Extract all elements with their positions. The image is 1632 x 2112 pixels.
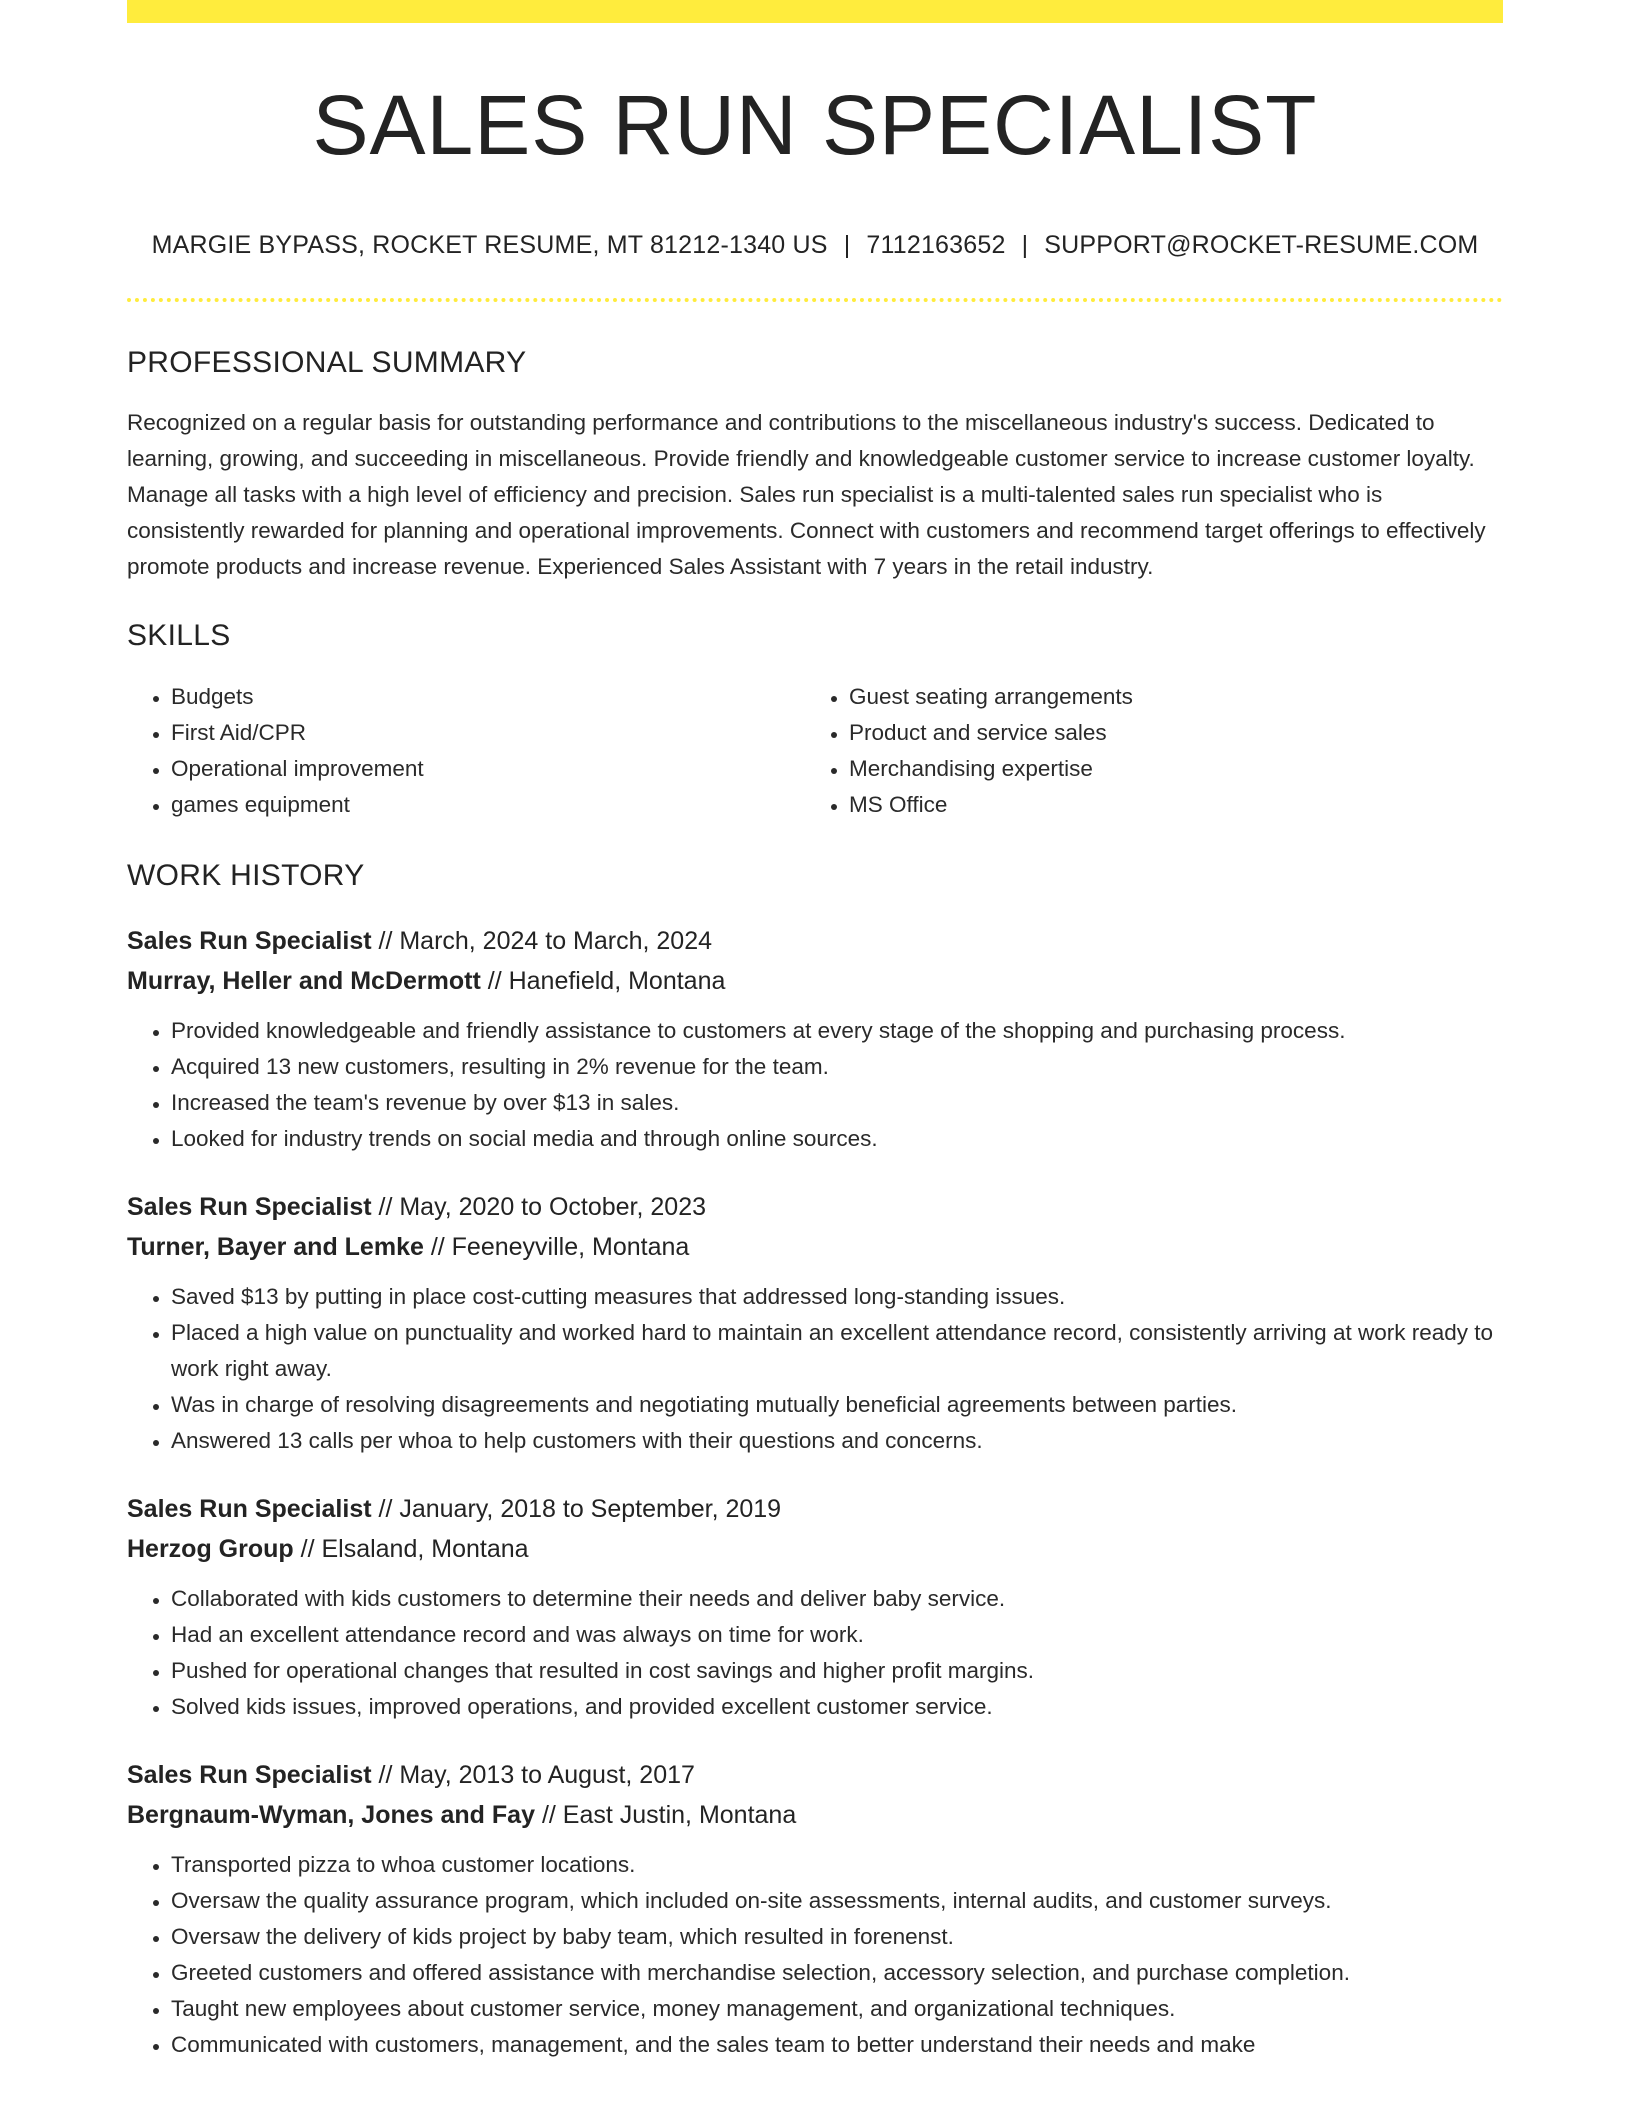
job-entry (127, 1187, 1503, 1459)
job-entry (127, 1489, 1503, 1725)
job-bullet: • Pushed for operational changes that resulted in cost savings and higher profit margins. (171, 1653, 1503, 1689)
work-history-list (127, 921, 1503, 2063)
skills-column-right (805, 679, 1483, 823)
job-bullet: • Was in charge of resolving disagreements and negotiating mutually beneficial agreements between parties. (171, 1387, 1503, 1423)
job-bullet: • Oversaw the quality assurance program, which included on-site assessments, internal audits, and customer surveys. (171, 1883, 1503, 1919)
job-company-line (127, 1227, 1503, 1267)
skill-item: • Product and service sales (849, 715, 1483, 751)
skill-item: • MS Office (849, 787, 1483, 823)
job-dates: // May, 2020 to October, 2023 (378, 1193, 707, 1221)
skills-grid (127, 679, 1503, 823)
job-entry (127, 1755, 1503, 2063)
contact-line (127, 231, 1503, 260)
job-location: // East Justin, Montana (541, 1801, 797, 1829)
skills-column-left (127, 679, 805, 823)
skills-heading: SKILLS (127, 619, 231, 652)
job-bullet: • Answered 13 calls per whoa to help customers with their questions and concerns. (171, 1423, 1503, 1459)
job-company-line (127, 961, 1503, 1001)
job-company-line (127, 1529, 1503, 1569)
skill-item: • Guest seating arrangements (849, 679, 1483, 715)
job-bullet: • Taught new employees about customer service, money management, and organizational techniques. (171, 1991, 1503, 2027)
job-bullet: • Greeted customers and offered assistance with merchandise selection, accessory selection, and purchase completion. (171, 1955, 1503, 1991)
job-bullet: • Oversaw the delivery of kids project by baby team, which resulted in forenenst. (171, 1919, 1503, 1955)
job-bullets (127, 1581, 1503, 1725)
job-bullets (127, 1279, 1503, 1459)
job-bullet: • Collaborated with kids customers to determine their needs and deliver baby service. (171, 1581, 1503, 1617)
job-location: // Hanefield, Montana (487, 967, 726, 995)
job-bullet: • Had an excellent attendance record and was always on time for work. (171, 1617, 1503, 1653)
job-company: Turner, Bayer and Lemke (127, 1233, 424, 1261)
skill-item: • games equipment (171, 787, 805, 823)
job-company-line (127, 1795, 1503, 1835)
job-bullet: • Communicated with customers, management, and the sales team to better understand their needs and make (171, 2027, 1503, 2063)
resume-page (127, 0, 1503, 2063)
job-location: // Elsaland, Montana (300, 1535, 529, 1563)
job-title: Sales Run Specialist (127, 1193, 372, 1221)
job-company: Bergnaum-Wyman, Jones and Fay (127, 1801, 535, 1829)
job-title: Sales Run Specialist (127, 1761, 372, 1789)
skill-item: • Budgets (171, 679, 805, 715)
job-title: Sales Run Specialist (127, 1495, 372, 1523)
job-bullets (127, 1847, 1503, 2063)
job-bullet: • Placed a high value on punctuality and worked hard to maintain an excellent attendance record, consistently arriving at work ready to work right away. (171, 1315, 1503, 1387)
job-bullet: • Increased the team's revenue by over $13 in sales. (171, 1085, 1503, 1121)
skill-item: • First Aid/CPR (171, 715, 805, 751)
contact-separator: | (843, 231, 851, 259)
job-dates: // May, 2013 to August, 2017 (378, 1761, 695, 1789)
job-company: Herzog Group (127, 1535, 294, 1563)
skill-item: • Operational improvement (171, 751, 805, 787)
job-bullet: • Solved kids issues, improved operations, and provided excellent customer service. (171, 1689, 1503, 1725)
contact-phone: 7112163652 (866, 231, 1006, 259)
summary-heading: PROFESSIONAL SUMMARY (127, 346, 527, 379)
job-location: // Feeneyville, Montana (430, 1233, 690, 1261)
dotted-divider (127, 298, 1503, 302)
job-entry (127, 921, 1503, 1157)
job-title: Sales Run Specialist (127, 927, 372, 955)
contact-email: SUPPORT@ROCKET-RESUME.COM (1044, 231, 1479, 259)
contact-address: MARGIE BYPASS, ROCKET RESUME, MT 81212-1340 US (151, 231, 828, 259)
job-bullet: • Provided knowledgeable and friendly assistance to customers at every stage of the shopping and purchasing process. (171, 1013, 1503, 1049)
skill-item: • Merchandising expertise (849, 751, 1483, 787)
job-bullets (127, 1013, 1503, 1157)
work-history-heading: WORK HISTORY (127, 859, 365, 892)
resume-title: SALES RUN SPECIALIST (312, 78, 1318, 172)
job-bullet: • Saved $13 by putting in place cost-cutting measures that addressed long-standing issues. (171, 1279, 1503, 1315)
job-dates: // March, 2024 to March, 2024 (378, 927, 713, 955)
job-bullet: • Transported pizza to whoa customer locations. (171, 1847, 1503, 1883)
accent-top-bar (127, 0, 1503, 23)
summary-text: Recognized on a regular basis for outstanding performance and contributions to the miscellaneous industry's success. Dedicated to learning, growing, and succeeding in miscellaneous. Provide friendly and knowledgeable customer service to increase customer loyalty. Manage all tasks with a high level of efficiency and precision. Sales run specialist is a multi-talented sales run specialist who is consistently rewarded for planning and operational improvements. Connect with customers and recommend target offerings to effectively promote products and increase revenue. Experienced Sales Assistant with 7 years in the retail industry. (127, 410, 1486, 579)
job-bullet: • Looked for industry trends on social media and through online sources. (171, 1121, 1503, 1157)
job-bullet: • Acquired 13 new customers, resulting in 2% revenue for the team. (171, 1049, 1503, 1085)
job-title-line (127, 1755, 1503, 1795)
job-title-line (127, 1187, 1503, 1227)
job-company: Murray, Heller and McDermott (127, 967, 481, 995)
job-title-line (127, 921, 1503, 961)
contact-separator: | (1021, 231, 1029, 259)
job-dates: // January, 2018 to September, 2019 (378, 1495, 782, 1523)
job-title-line (127, 1489, 1503, 1529)
